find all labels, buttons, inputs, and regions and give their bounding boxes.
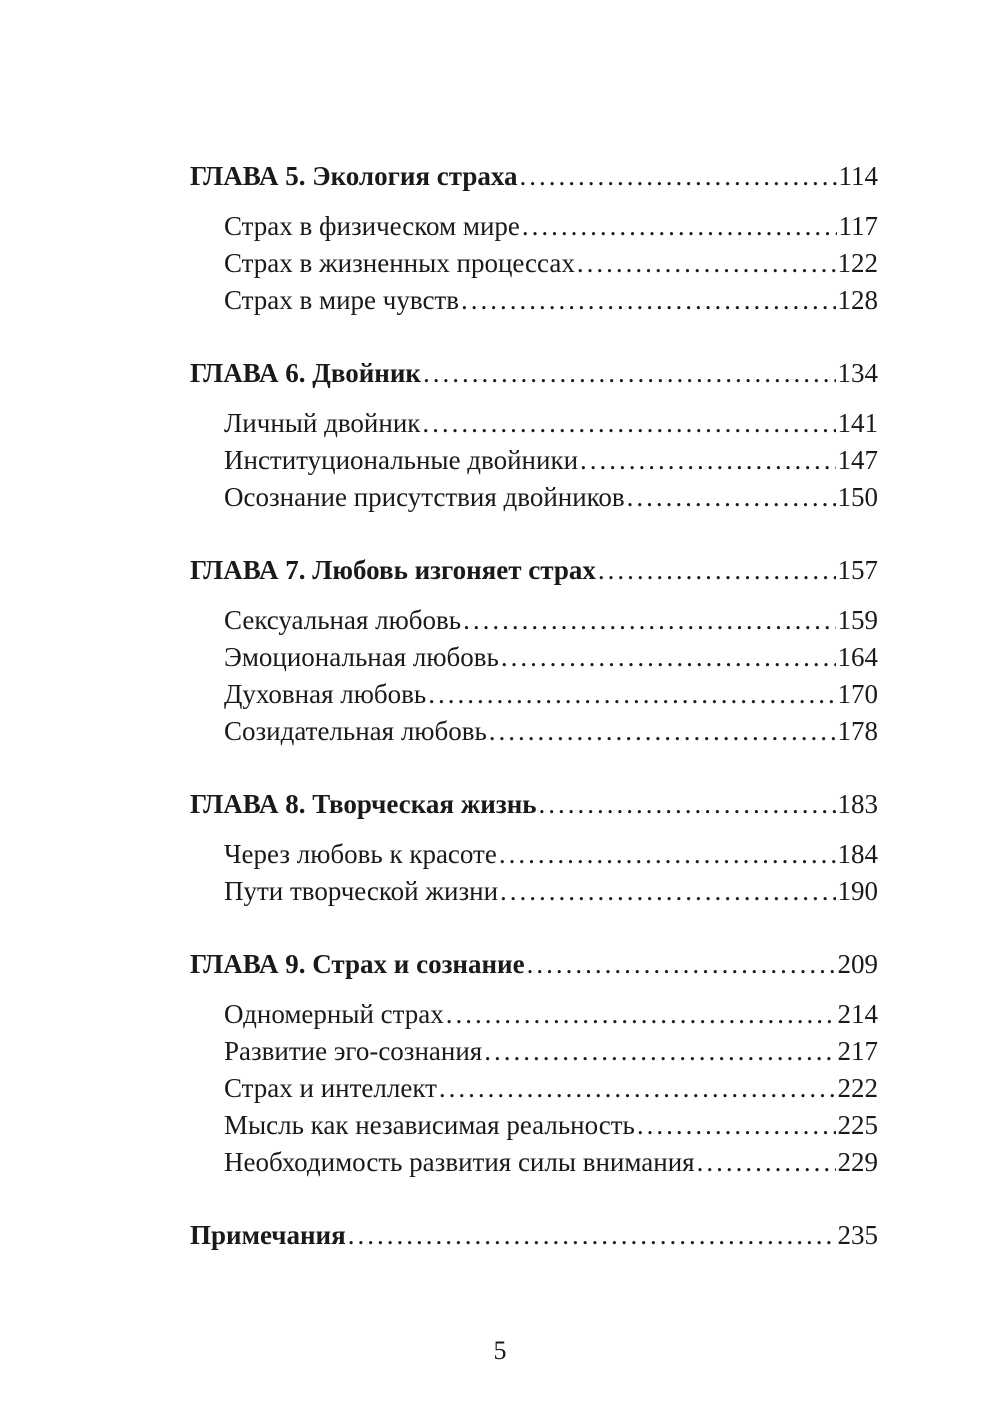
toc-subentry[interactable]	[190, 1107, 878, 1144]
toc-section-chapter-5	[190, 158, 878, 319]
toc-subentry[interactable]	[190, 405, 878, 442]
dot-leader	[446, 996, 836, 1033]
subentry-title: Институциональные двойники	[224, 445, 579, 475]
chapter-page-number: 209	[837, 949, 878, 979]
subentry-page-number: 170	[837, 679, 878, 709]
dot-leader	[501, 639, 836, 676]
subentry-title: Духовная любовь	[224, 679, 427, 709]
subentry-page-number: 214	[837, 999, 878, 1029]
toc-chapter-entry[interactable]	[190, 158, 878, 195]
subentry-page-number: 164	[837, 642, 878, 672]
subentry-title: Через любовь к красоте	[224, 839, 497, 869]
dot-leader	[499, 836, 836, 873]
chapter-title: ГЛАВА 8. Творческая жизнь	[190, 789, 537, 819]
subentry-page-number: 184	[837, 839, 878, 869]
dot-leader	[697, 1144, 836, 1181]
dot-leader	[520, 158, 837, 195]
dot-leader	[348, 1217, 836, 1254]
toc-subentry[interactable]	[190, 836, 878, 873]
subentry-title: Необходимость развития силы внимания	[224, 1147, 695, 1177]
chapter-page-number: 157	[837, 555, 878, 585]
dot-leader	[522, 208, 837, 245]
toc-notes-entry[interactable]	[190, 1217, 878, 1254]
toc-subentry[interactable]	[190, 442, 878, 479]
dot-leader	[598, 552, 836, 589]
toc-subentry[interactable]	[190, 245, 878, 282]
toc-chapter-entry[interactable]	[190, 946, 878, 983]
dot-leader	[439, 1070, 836, 1107]
subentry-title: Одномерный страх	[224, 999, 444, 1029]
subentry-title: Мысль как независимая реальность	[224, 1110, 635, 1140]
subentry-page-number: 150	[837, 482, 878, 512]
page-number: 5	[493, 1336, 507, 1365]
chapter-title: ГЛАВА 6. Двойник	[190, 358, 421, 388]
toc-subentry[interactable]	[190, 602, 878, 639]
subentry-title: Личный двойник	[224, 408, 421, 438]
toc-section-chapter-7	[190, 552, 878, 750]
subentry-title: Страх в мире чувств	[224, 285, 459, 315]
dot-leader	[461, 282, 836, 319]
subentry-page-number: 178	[837, 716, 878, 746]
subentry-title: Осознание присутствия двойников	[224, 482, 625, 512]
toc-section-chapter-9	[190, 946, 878, 1181]
subentry-page-number: 222	[837, 1073, 878, 1103]
dot-leader	[539, 786, 836, 823]
subentry-title: Сексуальная любовь	[224, 605, 462, 635]
subentry-title: Созидательная любовь	[224, 716, 487, 746]
table-of-contents	[190, 158, 878, 1290]
dot-leader	[577, 245, 836, 282]
dot-leader	[489, 713, 836, 750]
subentry-page-number: 229	[837, 1147, 878, 1177]
toc-subentry[interactable]	[190, 1144, 878, 1181]
toc-subentry[interactable]	[190, 639, 878, 676]
toc-subentry[interactable]	[190, 1070, 878, 1107]
subentry-page-number: 128	[837, 285, 878, 315]
toc-chapter-entry[interactable]	[190, 355, 878, 392]
subentry-page-number: 141	[837, 408, 878, 438]
toc-subentry[interactable]	[190, 713, 878, 750]
toc-section-chapter-6	[190, 355, 878, 516]
dot-leader	[428, 676, 835, 713]
toc-chapter-entry[interactable]	[190, 786, 878, 823]
chapter-page-number: 183	[837, 789, 878, 819]
toc-subentry[interactable]	[190, 873, 878, 910]
dot-leader	[637, 1107, 836, 1144]
chapter-title: ГЛАВА 7. Любовь изгоняет страх	[190, 555, 596, 585]
toc-subentry[interactable]	[190, 208, 878, 245]
toc-subentry[interactable]	[190, 1033, 878, 1070]
subentry-page-number: 217	[837, 1036, 878, 1066]
dot-leader	[500, 873, 835, 910]
notes-page-number: 235	[837, 1220, 878, 1250]
toc-chapter-entry[interactable]	[190, 552, 878, 589]
toc-subentry[interactable]	[190, 676, 878, 713]
subentry-page-number: 190	[837, 876, 878, 906]
dot-leader	[580, 442, 835, 479]
dot-leader	[423, 355, 836, 392]
dot-leader	[627, 479, 836, 516]
subentry-title: Страх в физическом мире	[224, 211, 520, 241]
subentry-page-number: 117	[838, 211, 878, 241]
chapter-title: ГЛАВА 9. Страх и сознание	[190, 949, 525, 979]
dot-leader	[422, 405, 835, 442]
toc-section-chapter-8	[190, 786, 878, 910]
subentry-page-number: 147	[837, 445, 878, 475]
toc-subentry[interactable]	[190, 996, 878, 1033]
dot-leader	[527, 946, 836, 983]
toc-subentry[interactable]	[190, 479, 878, 516]
subentry-title: Развитие эго-сознания	[224, 1036, 483, 1066]
chapter-page-number: 134	[837, 358, 878, 388]
subentry-title: Страх и интеллект	[224, 1073, 437, 1103]
dot-leader	[463, 602, 835, 639]
subentry-page-number: 225	[837, 1110, 878, 1140]
subentry-title: Эмоциональная любовь	[224, 642, 499, 672]
notes-title: Примечания	[190, 1220, 346, 1250]
toc-section-notes	[190, 1217, 878, 1254]
subentry-page-number: 122	[837, 248, 878, 278]
subentry-title: Пути творческой жизни	[224, 876, 499, 906]
chapter-page-number: 114	[838, 161, 878, 191]
chapter-title: ГЛАВА 5. Экология страха	[190, 161, 518, 191]
subentry-title: Страх в жизненных процессах	[224, 248, 575, 278]
toc-subentry[interactable]	[190, 282, 878, 319]
dot-leader	[484, 1033, 835, 1070]
subentry-page-number: 159	[837, 605, 878, 635]
